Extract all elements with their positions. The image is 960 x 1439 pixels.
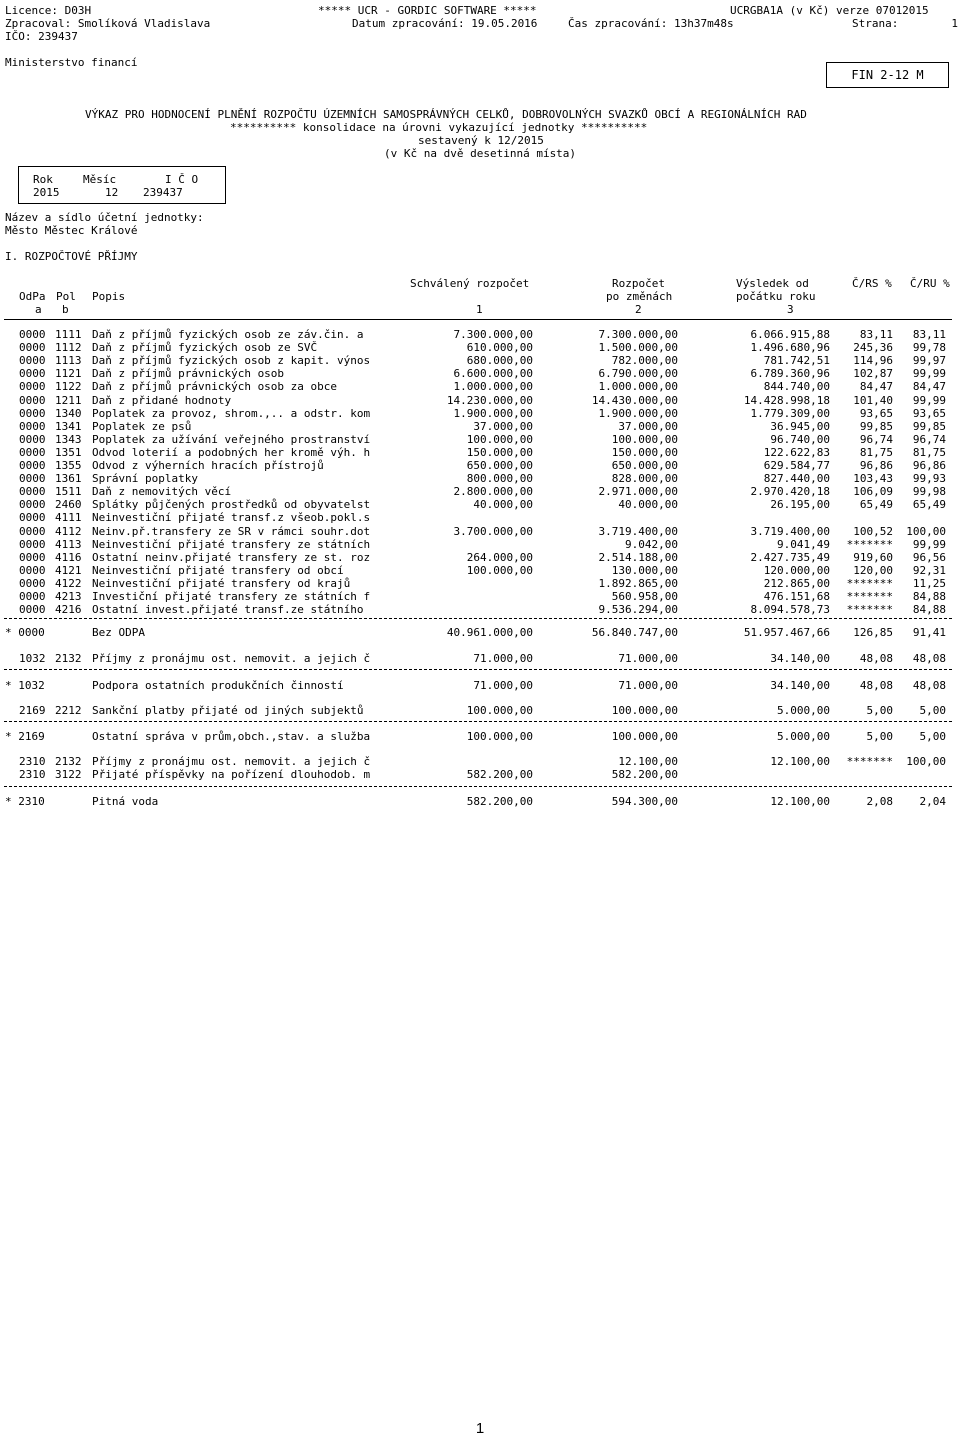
row-odpa: 0000 <box>19 328 46 341</box>
row-odpa: 0000 <box>19 590 46 603</box>
row-odpa: 0000 <box>19 472 46 485</box>
row-odpa: 0000 <box>19 367 46 380</box>
row-cru: 11,25 <box>912 577 946 590</box>
row-schvaleny: 264.000,00 <box>466 551 533 564</box>
row-vysledek: 5.000,00 <box>777 704 830 717</box>
licence: Licence: D03H <box>5 4 92 17</box>
row-pol: 1361 <box>55 472 82 485</box>
row-popis: Odvod loterií a podobných her kromě výh. h <box>92 446 371 459</box>
row-vysledek: 1.779.309,00 <box>750 407 830 420</box>
row-popis: Poplatek za užívání veřejného prostranství <box>92 433 371 446</box>
row-pol: 3122 <box>55 768 82 781</box>
ico-header: IČO: 239437 <box>5 30 78 43</box>
row-popis: Sankční platby přijaté od jiných subjektů <box>92 704 364 717</box>
row-pol: 4122 <box>55 577 82 590</box>
period-box <box>18 166 226 204</box>
row-rozpocet: 9.042,00 <box>625 538 678 551</box>
row-vysledek: 96.740,00 <box>770 433 830 446</box>
row-pol: 2132 <box>55 652 82 665</box>
summary-mark: * 2310 <box>5 795 45 808</box>
summary-mark: * 2169 <box>5 730 45 743</box>
row-odpa: 0000 <box>19 485 46 498</box>
row-vysledek: 212.865,00 <box>763 577 830 590</box>
row-crs: 103,43 <box>853 472 893 485</box>
row-popis: Daň z příjmů fyzických osob ze záv.čin. a <box>92 328 364 341</box>
row-vysledek: 781.742,51 <box>763 354 830 367</box>
row-odpa: 0000 <box>19 538 46 551</box>
row-rozpocet: 9.536.294,00 <box>598 603 678 616</box>
col-pocatku: počátku roku <box>736 290 816 303</box>
col-schvaleny: Schválený rozpočet <box>410 277 530 290</box>
row-cru: 99,99 <box>912 394 946 407</box>
ico-value: 239437 <box>143 186 183 199</box>
row-crs: 106,09 <box>853 485 893 498</box>
row-odpa: 0000 <box>19 498 46 511</box>
row-crs: 102,87 <box>853 367 893 380</box>
row-schvaleny: 7.300.000,00 <box>453 328 533 341</box>
row-vysledek: 1.496.680,96 <box>750 341 830 354</box>
strana: Strana: 1 <box>852 17 958 30</box>
row-odpa: 0000 <box>19 446 46 459</box>
row-pol: 4111 <box>55 511 82 524</box>
row-rozpocet: 100.000,00 <box>611 704 678 717</box>
row-pol: 1111 <box>55 328 82 341</box>
row-rozpocet: 71.000,00 <box>618 679 678 692</box>
row-vysledek: 2.427.735,49 <box>750 551 830 564</box>
row-vysledek: 827.440,00 <box>763 472 830 485</box>
row-rozpocet: 1.900.000,00 <box>598 407 678 420</box>
row-popis: Správní poplatky <box>92 472 198 485</box>
row-popis: Ostatní invest.přijaté transf.ze státního <box>92 603 364 616</box>
row-cru: 65,49 <box>912 498 946 511</box>
rok-value: 2015 <box>33 186 60 199</box>
report-units: (v Kč na dvě desetinná místa) <box>384 147 577 160</box>
row-odpa: 2169 <box>19 704 46 717</box>
row-crs: ******* <box>846 603 893 616</box>
row-vysledek: 2.970.420,18 <box>750 485 830 498</box>
row-vysledek: 120.000,00 <box>763 564 830 577</box>
row-odpa: 2310 <box>19 768 46 781</box>
zpracoval: Zpracoval: Smolíková Vladislava <box>5 17 211 30</box>
row-cru: 100,00 <box>906 755 946 768</box>
row-odpa: 0000 <box>19 380 46 393</box>
mesic-label: Měsíc <box>83 173 117 186</box>
row-cru: 99,93 <box>912 472 946 485</box>
dashed-separator <box>4 669 952 670</box>
row-popis: Přijaté příspěvky na pořízení dlouhodob. m <box>92 768 371 781</box>
row-crs: ******* <box>846 755 893 768</box>
row-odpa: 0000 <box>19 551 46 564</box>
unit-label: Název a sídlo účetní jednotky: <box>5 211 204 224</box>
row-rozpocet: 782.000,00 <box>611 354 678 367</box>
row-vysledek: 6.789.360,96 <box>750 367 830 380</box>
dashed-separator <box>4 721 952 722</box>
row-pol: 1121 <box>55 367 82 380</box>
row-rozpocet: 2.971.000,00 <box>598 485 678 498</box>
row-crs: 96,74 <box>859 433 893 446</box>
row-cru: 2,04 <box>919 795 946 808</box>
row-pol: 2460 <box>55 498 82 511</box>
row-cru: 84,88 <box>912 590 946 603</box>
row-schvaleny: 71.000,00 <box>473 679 533 692</box>
row-crs: 101,40 <box>853 394 893 407</box>
row-cru: 99,78 <box>912 341 946 354</box>
row-cru: 84,88 <box>912 603 946 616</box>
row-popis: Odvod z výherních hracích přístrojů <box>92 459 324 472</box>
row-schvaleny: 3.700.000,00 <box>453 525 533 538</box>
col-po-zmenach: po změnách <box>606 290 673 303</box>
row-odpa: 0000 <box>19 525 46 538</box>
report-title: VÝKAZ PRO HODNOCENÍ PLNĚNÍ ROZPOČTU ÚZEMNÍCH SAMOSPRÁVNÝCH CELKŮ, DOBROVOLNÝCH SVAZKŮ OBCÍ A REGIONÁLNÍCH RAD <box>85 108 807 121</box>
row-crs: 99,85 <box>859 420 893 433</box>
row-cru: 96,74 <box>912 433 946 446</box>
row-rozpocet: 14.430.000,00 <box>591 394 678 407</box>
row-schvaleny: 582.200,00 <box>466 795 533 808</box>
row-odpa: 0000 <box>19 603 46 616</box>
row-popis: Pitná voda <box>92 795 159 808</box>
row-odpa: 0000 <box>19 433 46 446</box>
row-cru: 84,47 <box>912 380 946 393</box>
row-popis: Neinvestiční přijaté transfery od krajů <box>92 577 351 590</box>
row-rozpocet: 828.000,00 <box>611 472 678 485</box>
row-cru: 100,00 <box>906 525 946 538</box>
dashed-separator <box>4 618 952 619</box>
row-schvaleny: 40.000,00 <box>473 498 533 511</box>
row-rozpocet: 6.790.000,00 <box>598 367 678 380</box>
row-crs: ******* <box>846 538 893 551</box>
row-popis: Investiční přijaté transfery ze státních f <box>92 590 371 603</box>
row-vysledek: 34.140,00 <box>770 652 830 665</box>
row-schvaleny: 71.000,00 <box>473 652 533 665</box>
row-crs: 48,08 <box>859 679 893 692</box>
row-rozpocet: 7.300.000,00 <box>598 328 678 341</box>
col-a: a <box>35 303 42 316</box>
col-crs: Č/RS % <box>852 277 892 290</box>
row-crs: 245,36 <box>853 341 893 354</box>
row-vysledek: 51.957.467,66 <box>743 626 830 639</box>
row-pol: 4112 <box>55 525 82 538</box>
row-vysledek: 34.140,00 <box>770 679 830 692</box>
row-pol: 2212 <box>55 704 82 717</box>
row-vysledek: 844.740,00 <box>763 380 830 393</box>
row-pol: 4116 <box>55 551 82 564</box>
row-pol: 4121 <box>55 564 82 577</box>
row-cru: 96,86 <box>912 459 946 472</box>
row-rozpocet: 1.000.000,00 <box>598 380 678 393</box>
row-odpa: 1032 <box>19 652 46 665</box>
col-n3: 3 <box>787 303 794 316</box>
row-crs: 126,85 <box>853 626 893 639</box>
row-pol: 1351 <box>55 446 82 459</box>
row-odpa: 0000 <box>19 407 46 420</box>
row-popis: Neinvestiční přijaté transfery od obcí <box>92 564 344 577</box>
mesic-value: 12 <box>105 186 119 199</box>
row-cru: 99,99 <box>912 538 946 551</box>
row-cru: 99,85 <box>912 420 946 433</box>
row-rozpocet: 2.514.188,00 <box>598 551 678 564</box>
row-crs: 84,47 <box>859 380 893 393</box>
row-vysledek: 476.151,68 <box>763 590 830 603</box>
row-popis: Neinvestiční přijaté transfery ze státních <box>92 538 371 551</box>
col-cru: Č/RU % <box>910 277 950 290</box>
row-schvaleny: 100.000,00 <box>466 564 533 577</box>
row-popis: Poplatek ze psů <box>92 420 192 433</box>
col-pol: Pol <box>56 290 76 303</box>
row-popis: Poplatek za provoz, shrom.,.. a odstr. kom <box>92 407 371 420</box>
row-crs: ******* <box>846 577 893 590</box>
unit-name: Město Městec Králové <box>5 224 138 237</box>
row-odpa: 2310 <box>19 755 46 768</box>
row-rozpocet: 582.200,00 <box>611 768 678 781</box>
row-vysledek: 5.000,00 <box>777 730 830 743</box>
row-schvaleny: 680.000,00 <box>466 354 533 367</box>
row-crs: 81,75 <box>859 446 893 459</box>
row-cru: 96,56 <box>912 551 946 564</box>
row-popis: Daň z příjmů právnických osob <box>92 367 285 380</box>
row-vysledek: 9.041,49 <box>777 538 830 551</box>
row-vysledek: 629.584,77 <box>763 459 830 472</box>
row-rozpocet: 40.000,00 <box>618 498 678 511</box>
ministry: Ministerstvo financí <box>5 56 138 69</box>
row-schvaleny: 37.000,00 <box>473 420 533 433</box>
row-vysledek: 14.428.998,18 <box>743 394 830 407</box>
row-schvaleny: 1.000.000,00 <box>453 380 533 393</box>
row-popis: Příjmy z pronájmu ost. nemovit. a jejich č <box>92 755 371 768</box>
row-cru: 99,97 <box>912 354 946 367</box>
row-rozpocet: 560.958,00 <box>611 590 678 603</box>
col-b: b <box>62 303 69 316</box>
row-popis: Daň z přidané hodnoty <box>92 394 232 407</box>
ico-label: I Č O <box>165 173 199 186</box>
row-cru: 48,08 <box>912 679 946 692</box>
row-vysledek: 26.195,00 <box>770 498 830 511</box>
row-odpa: 0000 <box>19 420 46 433</box>
row-schvaleny: 40.961.000,00 <box>446 626 533 639</box>
row-rozpocet: 37.000,00 <box>618 420 678 433</box>
row-crs: ******* <box>846 590 893 603</box>
row-rozpocet: 71.000,00 <box>618 652 678 665</box>
row-pol: 1355 <box>55 459 82 472</box>
row-schvaleny: 582.200,00 <box>466 768 533 781</box>
row-vysledek: 3.719.400,00 <box>750 525 830 538</box>
summary-mark: * 0000 <box>5 626 45 639</box>
report-code: UCRGBA1A (v Kč) verze 07012015 <box>730 4 929 17</box>
summary-mark: * 1032 <box>5 679 45 692</box>
row-schvaleny: 100.000,00 <box>466 704 533 717</box>
rok-label: Rok <box>33 173 53 186</box>
row-rozpocet: 56.840.747,00 <box>591 626 678 639</box>
row-crs: 96,86 <box>859 459 893 472</box>
row-odpa: 0000 <box>19 459 46 472</box>
row-crs: 5,00 <box>866 704 893 717</box>
row-schvaleny: 650.000,00 <box>466 459 533 472</box>
row-rozpocet: 3.719.400,00 <box>598 525 678 538</box>
row-crs: 48,08 <box>859 652 893 665</box>
row-cru: 99,98 <box>912 485 946 498</box>
row-pol: 1341 <box>55 420 82 433</box>
row-popis: Ostatní neinv.přijaté transfery ze st. roz <box>92 551 371 564</box>
row-popis: Podpora ostatních produkčních činností <box>92 679 344 692</box>
row-odpa: 0000 <box>19 394 46 407</box>
row-schvaleny: 100.000,00 <box>466 730 533 743</box>
row-schvaleny: 610.000,00 <box>466 341 533 354</box>
row-cru: 92,31 <box>912 564 946 577</box>
row-rozpocet: 100.000,00 <box>611 433 678 446</box>
row-odpa: 0000 <box>19 577 46 590</box>
row-crs: 120,00 <box>853 564 893 577</box>
row-popis: Daň z příjmů fyzických osob ze SVČ <box>92 341 318 354</box>
header-rule <box>4 319 952 320</box>
row-popis: Příjmy z pronájmu ost. nemovit. a jejich č <box>92 652 371 665</box>
row-pol: 4113 <box>55 538 82 551</box>
row-popis: Bez ODPA <box>92 626 145 639</box>
row-vysledek: 12.100,00 <box>770 795 830 808</box>
row-crs: 93,65 <box>859 407 893 420</box>
col-vysledek: Výsledek od <box>736 277 809 290</box>
report-subtitle: ********** konsolidace na úrovni vykazující jednotky ********** <box>230 121 648 134</box>
row-rozpocet: 150.000,00 <box>611 446 678 459</box>
col-n1: 1 <box>476 303 483 316</box>
row-popis: Daň z příjmů právnických osob za obce <box>92 380 338 393</box>
row-popis: Daň z příjmů fyzických osob z kapit. výnos <box>92 354 371 367</box>
row-rozpocet: 100.000,00 <box>611 730 678 743</box>
row-schvaleny: 6.600.000,00 <box>453 367 533 380</box>
row-popis: Splátky půjčených prostředků od obyvatelst <box>92 498 371 511</box>
row-schvaleny: 800.000,00 <box>466 472 533 485</box>
row-cru: 83,11 <box>912 328 946 341</box>
row-pol: 1511 <box>55 485 82 498</box>
row-crs: 114,96 <box>853 354 893 367</box>
row-crs: 919,60 <box>853 551 893 564</box>
row-pol: 1211 <box>55 394 82 407</box>
datum-zpracovani: Datum zpracování: 19.05.2016 <box>352 17 538 30</box>
row-schvaleny: 2.800.000,00 <box>453 485 533 498</box>
row-pol: 4213 <box>55 590 82 603</box>
row-schvaleny: 1.900.000,00 <box>453 407 533 420</box>
software-banner: ***** UCR - GORDIC SOFTWARE ***** <box>318 4 537 17</box>
row-pol: 1112 <box>55 341 82 354</box>
row-rozpocet: 1.500.000,00 <box>598 341 678 354</box>
row-rozpocet: 594.300,00 <box>611 795 678 808</box>
row-popis: Ostatní správa v prům,obch.,stav. a služba <box>92 730 371 743</box>
fin-form-code: FIN 2-12 M <box>826 62 949 88</box>
col-rozpocet: Rozpočet <box>612 277 665 290</box>
dashed-separator <box>4 786 952 787</box>
row-odpa: 0000 <box>19 511 46 524</box>
row-odpa: 0000 <box>19 341 46 354</box>
col-popis: Popis <box>92 290 126 303</box>
row-vysledek: 12.100,00 <box>770 755 830 768</box>
row-rozpocet: 650.000,00 <box>611 459 678 472</box>
col-odpa: OdPa <box>19 290 46 303</box>
row-crs: 83,11 <box>859 328 893 341</box>
row-pol: 1122 <box>55 380 82 393</box>
row-popis: Neinvestiční přijaté transf.z všeob.pokl.s <box>92 511 371 524</box>
row-crs: 100,52 <box>853 525 893 538</box>
row-crs: 2,08 <box>866 795 893 808</box>
cas-zpracovani: Čas zpracování: 13h37m48s <box>568 17 734 30</box>
row-pol: 1113 <box>55 354 82 367</box>
row-vysledek: 36.945,00 <box>770 420 830 433</box>
row-crs: 65,49 <box>859 498 893 511</box>
row-rozpocet: 12.100,00 <box>618 755 678 768</box>
row-schvaleny: 100.000,00 <box>466 433 533 446</box>
row-schvaleny: 14.230.000,00 <box>446 394 533 407</box>
row-popis: Neinv.př.transfery ze SR v rámci souhr.dot <box>92 525 371 538</box>
row-vysledek: 122.622,83 <box>763 446 830 459</box>
section-title: I. ROZPOČTOVÉ PŘÍJMY <box>5 250 138 263</box>
row-vysledek: 6.066.915,88 <box>750 328 830 341</box>
row-schvaleny: 150.000,00 <box>466 446 533 459</box>
row-cru: 93,65 <box>912 407 946 420</box>
row-crs: 5,00 <box>866 730 893 743</box>
row-pol: 2132 <box>55 755 82 768</box>
report-period: sestavený k 12/2015 <box>418 134 544 147</box>
row-cru: 99,99 <box>912 367 946 380</box>
page-number: 1 <box>475 1420 485 1437</box>
row-cru: 91,41 <box>912 626 946 639</box>
row-cru: 81,75 <box>912 446 946 459</box>
row-pol: 4216 <box>55 603 82 616</box>
row-cru: 48,08 <box>912 652 946 665</box>
row-pol: 1343 <box>55 433 82 446</box>
col-n2: 2 <box>635 303 642 316</box>
row-vysledek: 8.094.578,73 <box>750 603 830 616</box>
row-rozpocet: 1.892.865,00 <box>598 577 678 590</box>
row-rozpocet: 130.000,00 <box>611 564 678 577</box>
row-odpa: 0000 <box>19 564 46 577</box>
row-cru: 5,00 <box>919 704 946 717</box>
row-cru: 5,00 <box>919 730 946 743</box>
row-pol: 1340 <box>55 407 82 420</box>
row-odpa: 0000 <box>19 354 46 367</box>
row-popis: Daň z nemovitých věcí <box>92 485 232 498</box>
